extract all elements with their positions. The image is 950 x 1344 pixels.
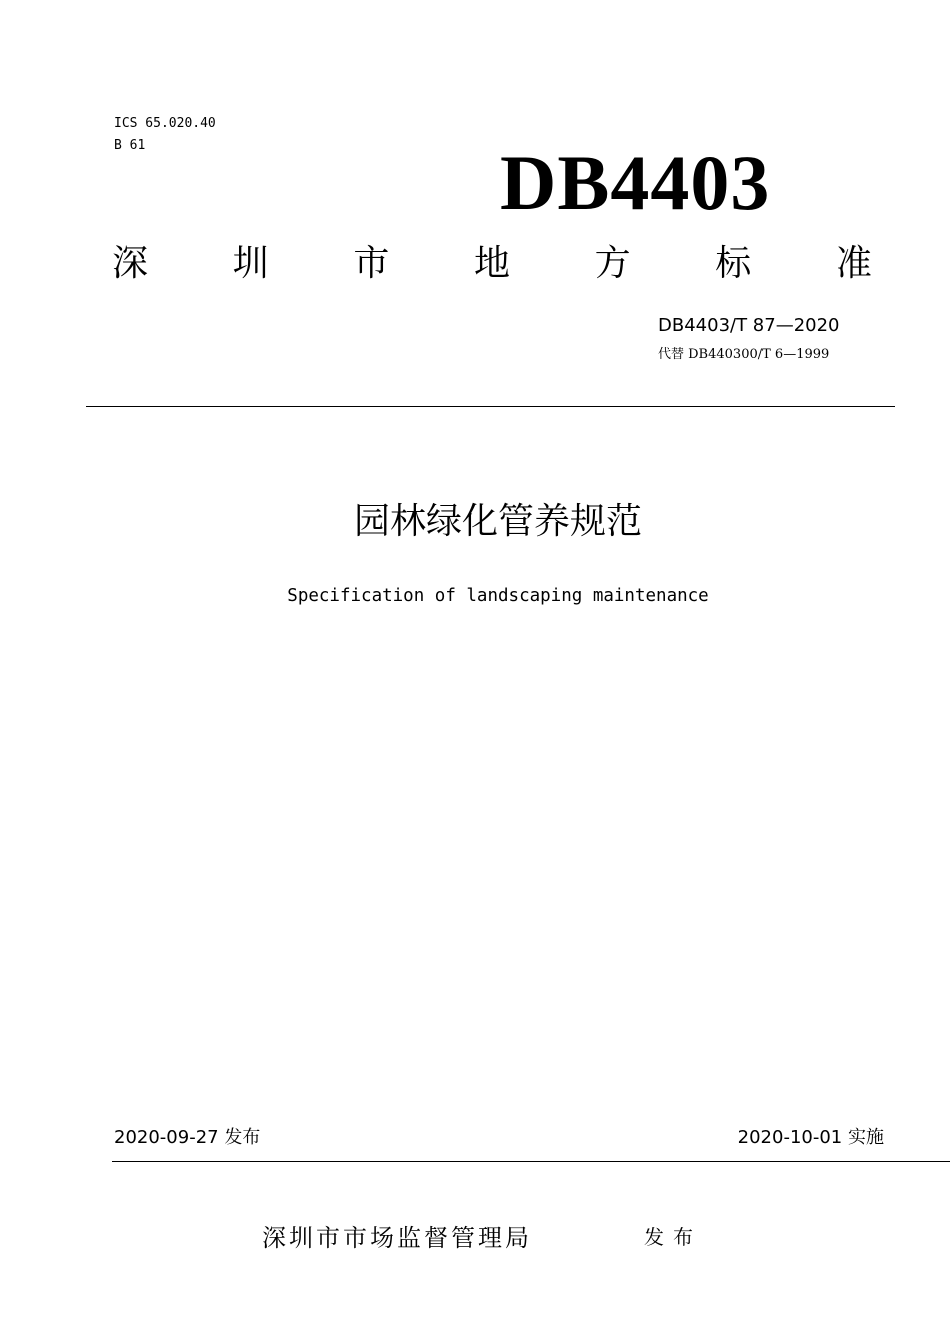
replaces-standard: 代替 DB440300/T 6—1999: [658, 347, 830, 362]
standard-type-char: 准: [835, 243, 872, 284]
standard-type-char: 圳: [232, 243, 269, 284]
standard-type-char: 标: [715, 243, 752, 284]
standard-type-char: 深: [112, 243, 149, 284]
implementation-date: 2020-10-01 实施: [737, 1127, 884, 1148]
issue-label: 发布: [644, 1225, 702, 1249]
issuing-authority: 深圳市市场监督管理局: [262, 1224, 532, 1252]
ics-code: ICS 65.020.40: [114, 116, 216, 131]
standard-code-logo: DB4403: [500, 139, 771, 226]
standard-type-char: 地: [473, 243, 510, 284]
top-divider: [86, 406, 895, 407]
standard-type-char: 方: [594, 243, 631, 284]
document-title-english: Specification of landscaping maintenance: [287, 586, 709, 606]
standard-number: DB4403/T 87—2020: [658, 315, 840, 336]
standard-type-char: 市: [353, 243, 390, 284]
document-title-chinese: 园林绿化管养规范: [353, 501, 642, 542]
issue-date: 2020-09-27 发布: [114, 1127, 261, 1148]
ccs-code: B 61: [114, 138, 146, 153]
standard-type-heading: [112, 240, 872, 288]
bottom-divider: [112, 1161, 950, 1162]
